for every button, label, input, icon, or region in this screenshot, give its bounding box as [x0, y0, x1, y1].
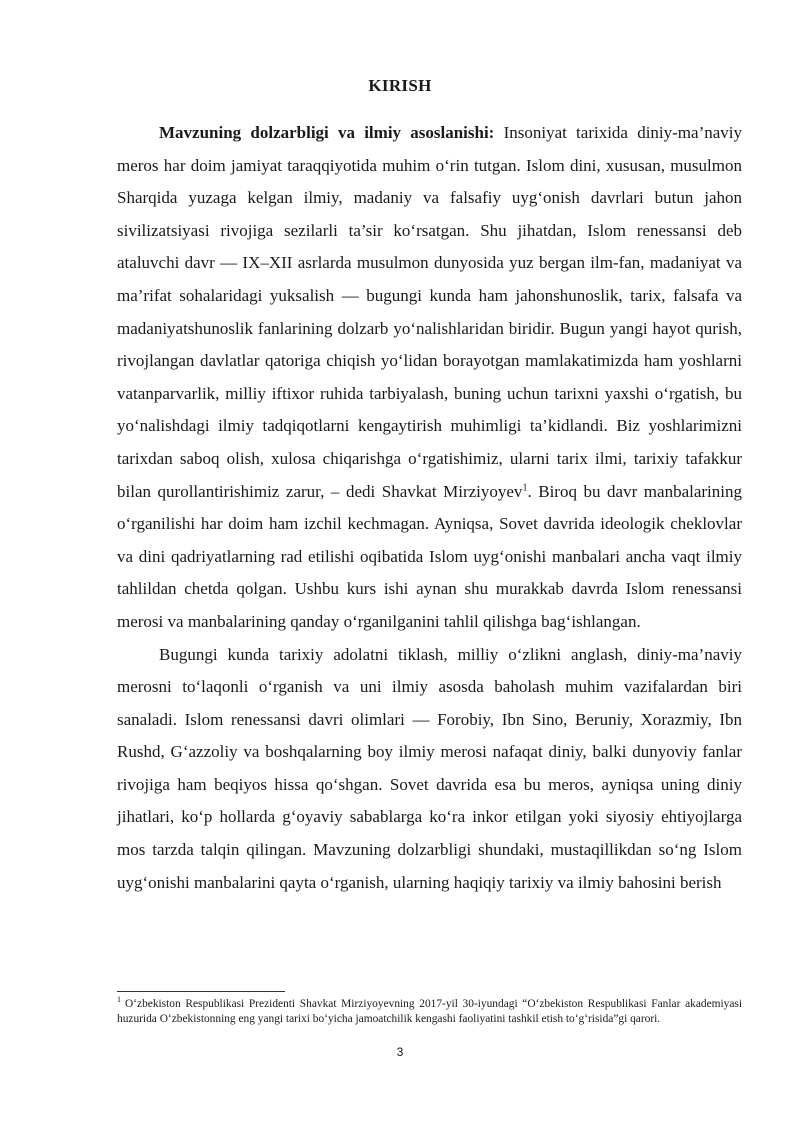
paragraph-1	[117, 117, 742, 639]
footnote-text: O‘zbekiston Respublikasi Prezidenti Shavkat Mirziyoyevning 2017-yil 30-iyundagi “O‘zbekiston Respublikasi Fanlar akademiyasi huzurida O‘zbekistonning eng yangi tarixi bo‘yicha jamoatchilik kengashi faoliyatini tashkil etish to‘g‘risida”gi qarori.	[117, 998, 742, 1025]
footnote-reference[interactable]: 1	[522, 481, 528, 493]
footnote-separator	[117, 991, 285, 992]
footnote-marker: 1	[117, 995, 121, 1005]
paragraph-1-text: Insoniyat tarixida diniy-ma’naviy meros har doim jamiyat taraqqiyotida muhim o‘rin tutgan. Islom dini, xususan, musulmon Sharqida yuzaga kelgan ilmiy, madaniy va falsafiy uyg‘onish davrlari butun jahon sivilizatsiyasi rivojiga sezilarli ta’sir ko‘rsatgan. Shu jihatdan, Islom renessansi deb ataluvchi davr — IX–XII asrlarda musulmon dunyosida yuz bergan ilm-fan, madaniyat va ma’rifat sohalaridagi yuksalish — bugungi kunda ham jahonshunoslik, tarix, falsafa va madaniyatshunoslik fanlarining dolzarb yo‘nalishlaridan biridir. Bugun yangi hayot qurish, rivojlangan davlatlar qatoriga chiqish yo‘lidan borayotgan mamlakatimizda ham yoshlarni vatanparvarlik, milliy iftixor ruhida tarbiyalash, buning uchun tarixni yaxshi o‘rgatish, bu yo‘nalishdagi ilmiy tadqiqotlarni kengaytirish muhimligi ta’kidlandi. Biz yoshlarimizni tarixdan saboq olish, xulosa chiqarishga o‘rgatishimiz, ularni tarix ilmi, tarixiy tafakkur bilan qurollantirishimiz zarur, – dedi Shavkat Mirziyoyev	[117, 123, 742, 501]
paragraph-2: Bugungi kunda tarixiy adolatni tiklash, milliy o‘zlikni anglash, diniy-ma’naviy merosni to‘laqonli o‘rganish va uni ilmiy asosda baholash muhim vazifalardan biri sanaladi. Islom renessansi davri olimlari — Forobiy, Ibn Sino, Beruniy, Xorazmiy, Ibn Rushd, G‘azzoliy va boshqalarning boy ilmiy merosi nafaqat diniy, balki dunyoviy fanlar rivojiga ham beqiyos hissa qo‘shgan. Sovet davrida esa bu meros, ayniqsa uning diniy jihatlari, ko‘p hollarda g‘oyaviy sabablarga ko‘ra inkor etilgan yoki siyosiy ehtiyojlarga mos tarzda talqin qilingan. Mavzuning dolzarbligi shundaki, mustaqillikdan so‘ng Islom uyg‘onishi manbalarini qayta o‘rganish, ularning haqiqiy tarixiy va ilmiy bahosini berish	[117, 644, 742, 892]
footnote	[117, 997, 742, 1027]
page-title: KIRISH	[368, 76, 432, 95]
paragraph-lead: Mavzuning dolzarbligi va ilmiy asoslanishi:	[159, 123, 495, 142]
page-number: 3	[396, 1045, 404, 1059]
paragraph-1-continuation: . Biroq bu davr manbalarining o‘rganilishi har doim ham izchil kechmagan. Ayniqsa, Sovet davrida ideologik cheklovlar va dini qadriyatlarning rad etilishi oqibatida Islom uyg‘onishi manbalari ancha vaqt ilmiy tahlildan chetda qolgan. Ushbu kurs ishi aynan shu murakkab davrda Islom renessansi merosi va manbalarining qanday o‘rganilganini tahlil qilishga bag‘ishlangan.	[117, 481, 743, 631]
body-text	[117, 117, 742, 899]
